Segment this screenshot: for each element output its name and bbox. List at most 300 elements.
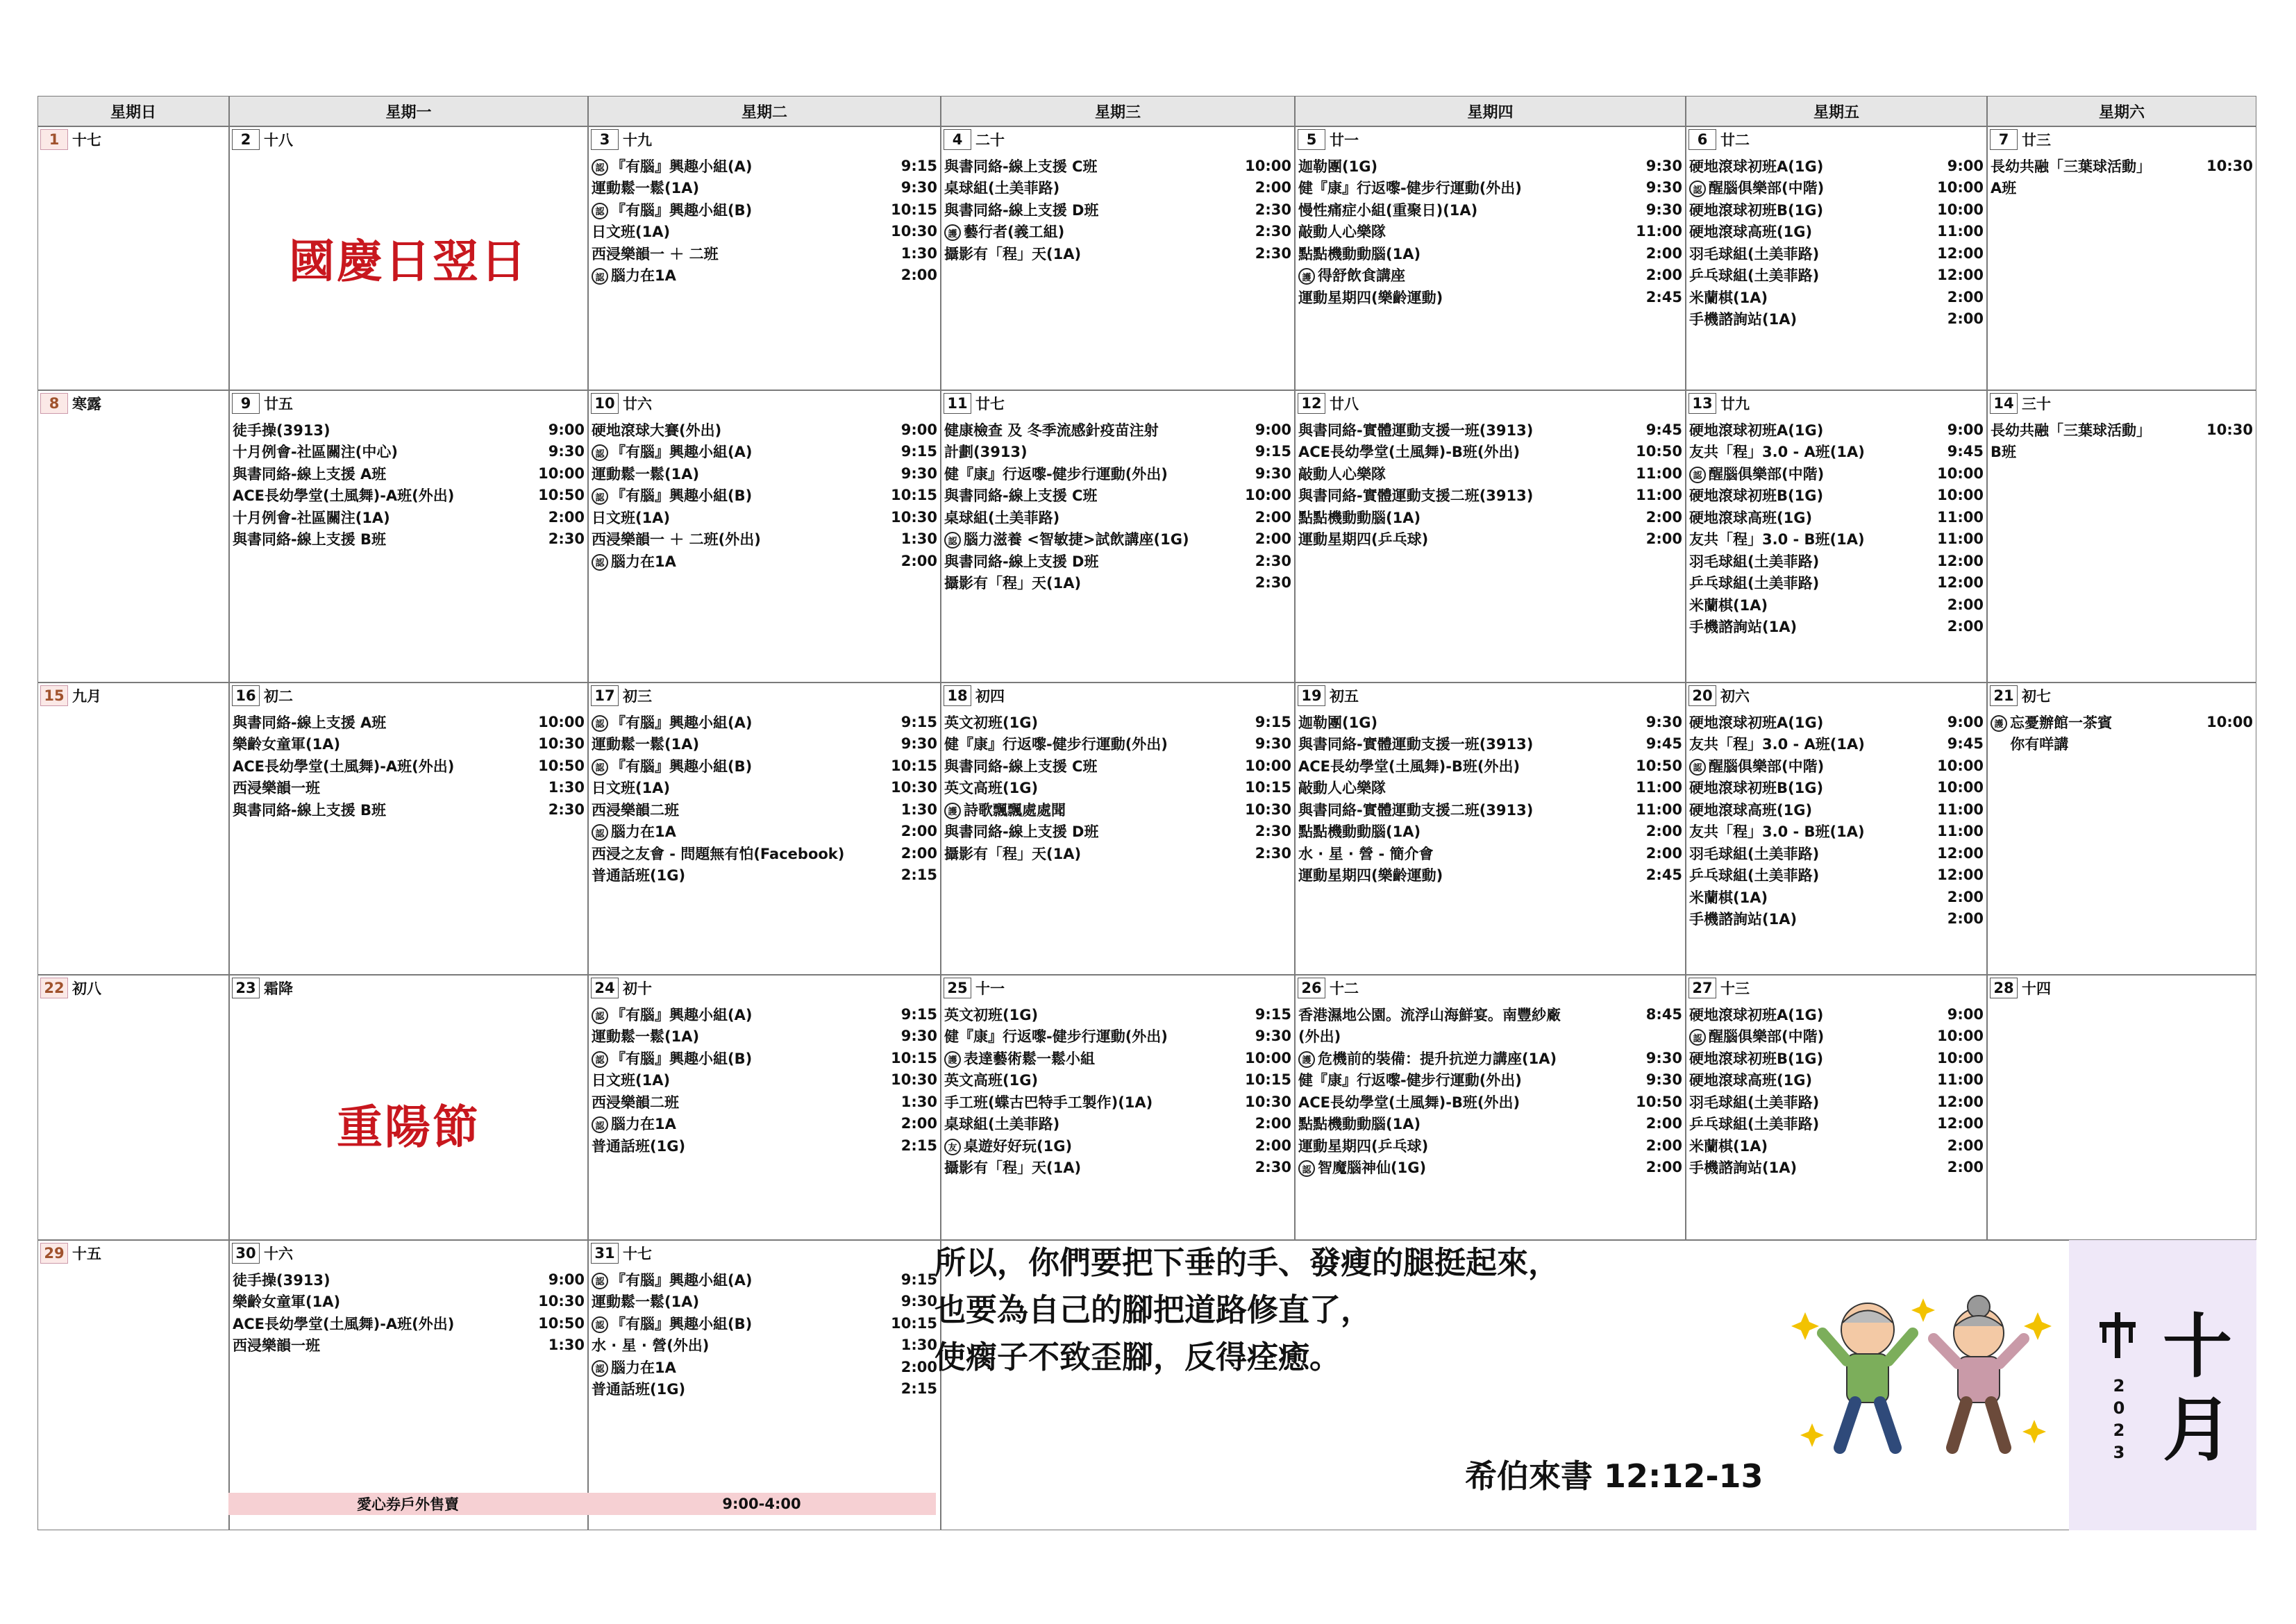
event-item[interactable] [944, 1069, 1291, 1091]
event-item[interactable] [1298, 462, 1682, 485]
event-item[interactable] [592, 242, 937, 265]
event-title: 腦力滋養 <智敏捷>試飲講座(1G) [964, 531, 1189, 549]
event-item[interactable] [592, 842, 937, 864]
event-list [944, 711, 1291, 864]
event-title: 英文高班(1G) [944, 1072, 1039, 1089]
event-item[interactable] [1298, 485, 1682, 507]
event-item[interactable] [233, 777, 585, 799]
day-cell[interactable] [37, 126, 229, 390]
event-time: 10:00 [1937, 1049, 1984, 1066]
event-item[interactable] [1689, 842, 1984, 864]
day-cell[interactable] [941, 390, 1295, 683]
event-item[interactable] [944, 199, 1291, 221]
event-list [944, 1003, 1291, 1178]
event-item[interactable] [592, 777, 937, 799]
day-cell[interactable] [1295, 683, 1686, 975]
event-item[interactable] [592, 733, 937, 755]
event-item[interactable] [1689, 1113, 1984, 1135]
day-cell[interactable] [1987, 390, 2256, 683]
event-item[interactable] [1298, 506, 1682, 528]
category-badge-icon: 認 [592, 1273, 608, 1289]
weekday-header: 星期四 [1295, 96, 1686, 126]
event-item[interactable] [944, 733, 1291, 755]
event-item[interactable] [944, 798, 1291, 821]
event-item[interactable] [944, 441, 1291, 463]
event-item[interactable] [592, 1135, 937, 1157]
day-cell[interactable] [941, 126, 1295, 390]
event-item[interactable] [1689, 177, 1984, 199]
event-item[interactable] [592, 755, 937, 777]
day-header [591, 978, 652, 998]
event-title: 健『康』行返嚟-健步行運動(外出) [944, 736, 1168, 753]
event-item[interactable] [233, 419, 585, 441]
day-number: 27 [1689, 978, 1716, 998]
event-time: 2:30 [1255, 552, 1291, 569]
event-item[interactable] [1298, 1157, 1682, 1179]
day-number: 26 [1298, 978, 1325, 998]
event-item[interactable] [1298, 733, 1682, 755]
day-cell[interactable] [1295, 975, 1686, 1240]
event-item[interactable] [1689, 864, 1984, 887]
weekday-header: 星期一 [229, 96, 588, 126]
event-item[interactable] [1689, 550, 1984, 572]
event-item[interactable] [1298, 1113, 1682, 1135]
event-item[interactable] [1689, 485, 1984, 507]
event-title-wrap [1689, 308, 1797, 329]
day-cell[interactable] [588, 1240, 941, 1530]
event-item[interactable] [1298, 177, 1682, 199]
event-item[interactable] [1298, 842, 1682, 864]
day-number: 12 [1298, 393, 1325, 414]
lunar-date: 十一 [975, 980, 1005, 997]
event-item[interactable] [592, 485, 937, 507]
event-item[interactable] [944, 1113, 1291, 1135]
event-item[interactable] [1298, 242, 1682, 265]
event-title-wrap [944, 733, 1168, 754]
category-badge-icon: 護 [944, 224, 961, 241]
elder-man [1822, 1303, 1913, 1448]
event-item[interactable] [944, 1047, 1291, 1069]
day-cell[interactable] [588, 975, 941, 1240]
event-item[interactable] [1991, 733, 2253, 755]
event-item[interactable] [1689, 886, 1984, 908]
event-time: 10:30 [891, 779, 937, 796]
event-item[interactable] [592, 711, 937, 733]
year-digit: 3 [2113, 1443, 2125, 1462]
event-item[interactable] [592, 177, 937, 199]
event-title-wrap [944, 712, 1038, 733]
day-number: 1 [40, 129, 68, 150]
sparkles [1791, 1298, 2052, 1447]
event-item[interactable] [233, 462, 585, 485]
event-title-wrap [1689, 507, 1812, 528]
event-item[interactable] [1689, 265, 1984, 287]
event-title-wrap [944, 485, 1097, 505]
event-time: 2:00 [1947, 1159, 1984, 1176]
event-item[interactable] [1689, 308, 1984, 330]
event-item[interactable] [1689, 1003, 1984, 1026]
weekday-header: 星期三 [941, 96, 1295, 126]
lunar-date: 十八 [264, 132, 293, 149]
day-header [591, 393, 652, 414]
event-title-wrap [592, 1048, 752, 1069]
day-header [40, 393, 101, 414]
day-cell[interactable] [588, 390, 941, 683]
event-item[interactable] [944, 1026, 1291, 1048]
event-item[interactable] [1991, 177, 2253, 199]
day-number: 9 [232, 393, 260, 414]
day-cell[interactable] [588, 683, 941, 975]
event-title: 得舒飲食講座 [1318, 267, 1405, 285]
event-item[interactable] [592, 155, 937, 177]
event-title: 危機前的裝備：提升抗逆力講座(1A) [1318, 1050, 1557, 1067]
event-item[interactable] [1298, 1003, 1682, 1026]
event-item[interactable] [233, 1334, 585, 1357]
day-cell[interactable] [1987, 683, 2256, 975]
day-cell[interactable] [941, 975, 1295, 1240]
event-item[interactable] [1298, 864, 1682, 887]
event-title-wrap [1298, 507, 1421, 528]
event-title: 硬地滾球高班(1G) [1689, 509, 1813, 526]
event-time: 9:00 [1255, 421, 1291, 438]
event-time: 2:00 [1645, 823, 1682, 840]
event-item[interactable] [592, 1069, 937, 1091]
event-item[interactable] [592, 798, 937, 821]
category-badge-icon: 認 [944, 532, 961, 549]
event-item[interactable] [1991, 419, 2253, 441]
event-item[interactable] [1298, 755, 1682, 777]
event-time: 1:30 [900, 530, 937, 548]
event-title: 醒腦俱樂部(中階) [1709, 1028, 1825, 1046]
event-time: 2:30 [548, 801, 585, 818]
day-cell[interactable] [1686, 683, 1987, 975]
event-item[interactable] [1298, 441, 1682, 463]
event-list [1298, 1003, 1682, 1178]
event-item[interactable] [1298, 1069, 1682, 1091]
event-item[interactable] [1991, 155, 2253, 177]
event-item[interactable] [944, 462, 1291, 485]
event-time: 2:00 [548, 508, 585, 526]
event-item[interactable] [233, 441, 585, 463]
day-cell[interactable] [37, 390, 229, 683]
event-time: 10:50 [538, 1314, 585, 1332]
event-title-wrap [1689, 463, 1824, 484]
day-number: 3 [591, 129, 619, 150]
event-item[interactable] [1298, 419, 1682, 441]
event-title: 『有腦』興趣小組(A) [611, 158, 753, 175]
day-header [1689, 129, 1750, 150]
event-title-wrap [1298, 156, 1377, 176]
event-title: 點點機動動腦(1A) [1298, 823, 1421, 841]
event-item[interactable] [233, 485, 585, 507]
event-item[interactable] [592, 419, 937, 441]
event-item[interactable] [1689, 528, 1984, 551]
day-header [944, 685, 1005, 706]
event-item[interactable] [592, 550, 937, 572]
event-item[interactable] [592, 1312, 937, 1334]
event-item[interactable] [592, 1091, 937, 1113]
event-time: 9:00 [548, 421, 585, 438]
event-item[interactable] [1689, 441, 1984, 463]
event-item[interactable] [944, 506, 1291, 528]
day-header [232, 1243, 293, 1264]
day-header [1990, 129, 2051, 150]
event-item[interactable] [592, 864, 937, 887]
day-cell[interactable] [1686, 126, 1987, 390]
event-item[interactable] [1991, 711, 2253, 733]
event-item[interactable] [592, 1269, 937, 1291]
day-cell[interactable] [941, 683, 1295, 975]
event-title-wrap [592, 265, 676, 285]
event-item[interactable] [1689, 1026, 1984, 1048]
event-item[interactable] [944, 755, 1291, 777]
event-item[interactable] [1298, 1047, 1682, 1069]
weekday-header: 星期六 [1987, 96, 2256, 126]
event-item[interactable] [592, 1378, 937, 1400]
event-time: 10:00 [1937, 1028, 1984, 1045]
event-item[interactable] [944, 485, 1291, 507]
day-cell[interactable] [37, 975, 229, 1240]
event-item[interactable] [1689, 777, 1984, 799]
event-item[interactable] [592, 821, 937, 843]
day-cell[interactable] [229, 1240, 588, 1530]
day-cell[interactable] [229, 390, 588, 683]
event-title: 西浸樂韻一 ＋ 二班 [592, 245, 719, 262]
lunar-date: 廿一 [1330, 132, 1359, 149]
event-item[interactable] [944, 1091, 1291, 1113]
event-item[interactable] [1298, 798, 1682, 821]
day-cell[interactable] [1987, 975, 2256, 1240]
category-badge-icon: 認 [592, 488, 608, 505]
event-title-wrap [233, 1313, 454, 1334]
event-item[interactable] [592, 1291, 937, 1313]
event-item[interactable] [944, 1003, 1291, 1026]
day-cell[interactable] [37, 683, 229, 975]
event-title-wrap [1298, 1113, 1421, 1134]
event-item[interactable] [1298, 1026, 1682, 1048]
event-item[interactable] [592, 441, 937, 463]
event-time: 10:15 [891, 1314, 937, 1332]
event-item[interactable] [1689, 733, 1984, 755]
event-item[interactable] [1689, 755, 1984, 777]
event-item[interactable] [1689, 462, 1984, 485]
verse-line: 使瘸子不致歪腳，反得痊癒。 [935, 1339, 1341, 1375]
event-item[interactable] [944, 1157, 1291, 1179]
event-item[interactable] [944, 777, 1291, 799]
event-item[interactable] [1689, 572, 1984, 594]
category-badge-icon: 護 [944, 1051, 961, 1068]
day-header [944, 393, 1005, 414]
event-item[interactable] [1689, 1069, 1984, 1091]
event-title-wrap [1689, 821, 1865, 842]
event-item[interactable] [1689, 155, 1984, 177]
event-item[interactable] [1689, 1047, 1984, 1069]
category-badge-icon: 認 [592, 554, 608, 571]
event-item[interactable] [233, 1291, 585, 1313]
event-item[interactable] [233, 528, 585, 551]
event-title-wrap [1689, 864, 1819, 885]
event-item[interactable] [944, 177, 1291, 199]
event-title-wrap [944, 551, 1098, 571]
event-time: 2:00 [1255, 530, 1291, 548]
event-item[interactable] [1689, 711, 1984, 733]
day-number: 16 [232, 685, 260, 706]
event-time: 2:30 [1255, 823, 1291, 840]
event-item[interactable] [233, 798, 585, 821]
event-item[interactable] [592, 462, 937, 485]
event-item[interactable] [592, 1026, 937, 1048]
event-time: 10:00 [1245, 157, 1291, 174]
day-header [40, 1243, 101, 1264]
event-item[interactable] [1689, 821, 1984, 843]
event-title: 健『康』行返嚟-健步行運動(外出) [1298, 1072, 1522, 1089]
day-cell[interactable] [1686, 975, 1987, 1240]
day-header [232, 393, 293, 414]
event-item[interactable] [944, 221, 1291, 243]
event-item[interactable] [1298, 777, 1682, 799]
event-item[interactable] [944, 711, 1291, 733]
event-item[interactable] [1298, 1135, 1682, 1157]
day-header [1689, 393, 1750, 414]
event-title: 與書同絡-線上支援 D班 [944, 823, 1099, 841]
event-item[interactable] [1298, 711, 1682, 733]
event-time: 9:15 [900, 157, 937, 174]
category-badge-icon: 認 [592, 203, 608, 219]
event-title: 與書同絡-實體運動支援一班(3913) [1298, 736, 1534, 753]
event-item[interactable] [233, 506, 585, 528]
event-item[interactable] [592, 1113, 937, 1135]
event-item[interactable] [592, 506, 937, 528]
event-title-wrap [1298, 1157, 1426, 1178]
event-title: 運動星期四(乒乓球) [1298, 531, 1429, 549]
event-item[interactable] [592, 1047, 937, 1069]
event-title: 桌球組(土美菲路) [944, 509, 1060, 526]
event-item[interactable] [944, 155, 1291, 177]
day-cell[interactable] [37, 1240, 229, 1530]
event-item[interactable] [1298, 199, 1682, 221]
event-item[interactable] [1689, 221, 1984, 243]
event-item[interactable] [1689, 286, 1984, 308]
event-item[interactable] [592, 199, 937, 221]
event-title: 腦力在1A [611, 1359, 676, 1376]
day-cell[interactable] [588, 126, 941, 390]
event-item[interactable] [1298, 265, 1682, 287]
event-title: 硬地滾球初班A(1G) [1689, 1006, 1824, 1023]
day-cell[interactable] [229, 683, 588, 975]
event-title: 西浸樂韻一班 [233, 1337, 320, 1355]
event-item[interactable] [1689, 199, 1984, 221]
day-number: 2 [232, 129, 260, 150]
event-item[interactable] [944, 419, 1291, 441]
event-time: 12:00 [1937, 844, 1984, 862]
event-item[interactable] [233, 733, 585, 755]
day-cell[interactable] [1686, 390, 1987, 683]
event-title-wrap [1689, 1026, 1824, 1046]
event-item[interactable] [1689, 798, 1984, 821]
day-cell[interactable] [229, 975, 588, 1240]
event-item[interactable] [1689, 1135, 1984, 1157]
event-item[interactable] [233, 1312, 585, 1334]
event-time: 9:30 [1645, 179, 1682, 196]
event-item[interactable] [1298, 221, 1682, 243]
event-item[interactable] [233, 711, 585, 733]
day-cell[interactable] [1295, 390, 1686, 683]
event-title-wrap [592, 1069, 670, 1090]
event-item[interactable] [1298, 1091, 1682, 1113]
day-cell[interactable] [1987, 126, 2256, 390]
event-item[interactable] [1991, 441, 2253, 463]
event-title-wrap [592, 1026, 699, 1046]
event-title-wrap [1689, 265, 1819, 285]
event-list [233, 711, 585, 821]
event-item[interactable] [944, 550, 1291, 572]
event-item[interactable] [944, 528, 1291, 551]
event-item[interactable] [1689, 908, 1984, 930]
event-item[interactable] [592, 265, 937, 287]
day-cell[interactable] [1295, 126, 1686, 390]
event-time: 9:30 [1255, 735, 1291, 753]
holiday-label: 國慶日翌日 [289, 235, 528, 288]
event-item[interactable] [944, 242, 1291, 265]
event-item[interactable] [1689, 594, 1984, 616]
event-item[interactable] [592, 1356, 937, 1378]
day-cell[interactable] [229, 126, 588, 390]
event-item[interactable] [1298, 155, 1682, 177]
event-item[interactable] [1689, 242, 1984, 265]
event-time: 9:45 [1645, 421, 1682, 438]
event-title-wrap [1298, 843, 1434, 864]
event-item[interactable] [1689, 1157, 1984, 1179]
event-time: 10:00 [2206, 713, 2253, 730]
event-list [1298, 419, 1682, 550]
event-title: 醒腦俱樂部(中階) [1709, 180, 1825, 197]
event-item[interactable] [944, 821, 1291, 843]
event-item[interactable] [1689, 506, 1984, 528]
event-title-wrap [944, 441, 1028, 462]
event-item[interactable] [1298, 821, 1682, 843]
event-title: 手機諮詢站(1A) [1689, 619, 1798, 636]
event-title: 與書同絡-線上支援 D班 [944, 553, 1099, 570]
event-item[interactable] [1689, 616, 1984, 638]
event-item[interactable] [233, 1269, 585, 1291]
event-item[interactable] [944, 842, 1291, 864]
event-item[interactable] [592, 528, 937, 551]
event-title: 健康檢查 及 冬季流感針疫苗注射 [944, 421, 1159, 439]
event-title-wrap [944, 1091, 1153, 1112]
event-item[interactable] [233, 755, 585, 777]
lunar-date: 廿六 [623, 396, 652, 412]
day-header [1298, 978, 1359, 998]
event-item[interactable] [592, 1334, 937, 1357]
event-item[interactable] [1689, 1091, 1984, 1113]
event-title: 醒腦俱樂部(中階) [1709, 465, 1825, 483]
event-item[interactable] [944, 1135, 1291, 1157]
event-time: 10:30 [1245, 801, 1291, 818]
event-item[interactable] [1689, 419, 1984, 441]
event-item[interactable] [1298, 528, 1682, 551]
event-item[interactable] [1298, 286, 1682, 308]
event-item[interactable] [592, 221, 937, 243]
event-title-wrap [592, 199, 752, 220]
event-item[interactable] [592, 1003, 937, 1026]
event-title: 迦勒團(1G) [1298, 714, 1378, 731]
event-title: 『有腦』興趣小組(A) [611, 1006, 753, 1023]
event-title-wrap [233, 712, 386, 733]
event-title-wrap [233, 528, 386, 549]
event-item[interactable] [944, 572, 1291, 594]
event-title: 硬地滾球高班(1G) [1689, 224, 1813, 241]
category-badge-icon: 護 [1298, 268, 1315, 285]
